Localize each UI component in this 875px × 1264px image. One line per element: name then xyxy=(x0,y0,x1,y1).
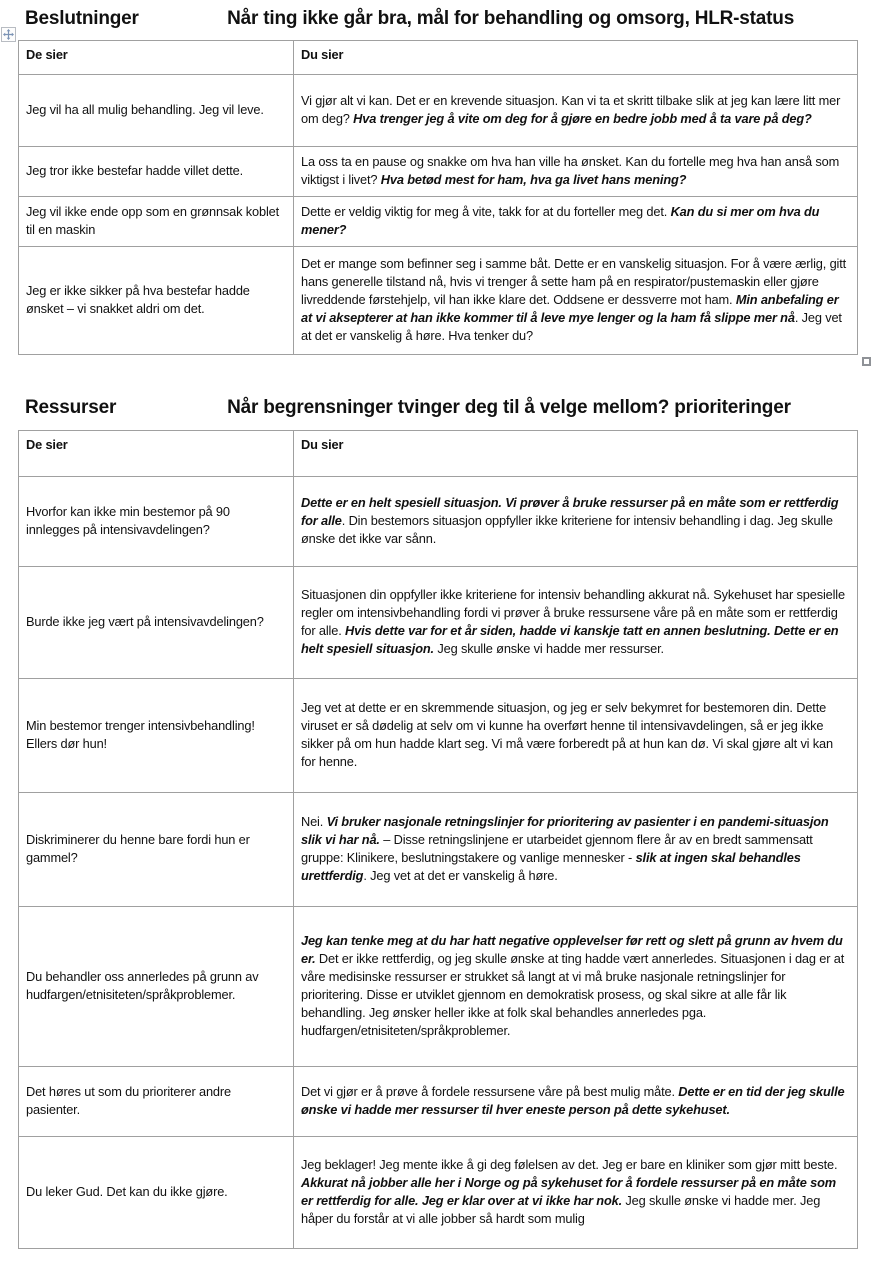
column-header-du-sier[interactable]: Du sier xyxy=(294,40,858,74)
section-title xyxy=(0,7,875,31)
table-row xyxy=(19,678,858,792)
you-say-emphasized-text: Hva betød mest for ham, hva ga livet hans mening? xyxy=(380,172,687,188)
they-say-cell[interactable]: Jeg vil ha all mulig behandling. Jeg vil leve. xyxy=(19,74,294,146)
you-say-text: . Din bestemors situasjon oppfyller ikke kriteriene for intensiv behandling i dag. Jeg skulle ønske det ikke var sånn. xyxy=(301,512,833,547)
you-say-text: Jeg skulle ønske vi hadde mer. Jeg håper du forstår at vi alle jobber så hardt som mulig xyxy=(301,1193,821,1227)
you-say-text: Jeg beklager! Jeg mente ikke å gi deg følelsen av det. Jeg er bare en kliniker som gjør mitt beste. xyxy=(301,1156,838,1172)
table-row xyxy=(19,146,858,196)
you-say-cell[interactable] xyxy=(294,196,858,246)
you-say-emphasized-text: Dette er en tid der jeg skulle ønske vi hadde mer ressurser til hver eneste person på dette sykehuset. xyxy=(301,1083,845,1117)
you-say-text: Det vi gjør er å prøve å fordele ressursene våre på best mulig måte. xyxy=(301,1083,679,1099)
they-say-cell[interactable]: Diskriminerer du henne bare fordi hun er gammel? xyxy=(19,792,294,906)
they-say-cell[interactable]: Min bestemor trenger intensivbehandling! Ellers dør hun! xyxy=(19,678,294,792)
you-say-text: . Jeg vet at det er vanskelig å høre. Hva tenker du? xyxy=(301,310,842,344)
they-say-cell[interactable]: Hvorfor kan ikke min bestemor på 90 innlegges på intensivavdelingen? xyxy=(19,476,294,566)
you-say-cell[interactable] xyxy=(294,906,858,1066)
you-say-text: – Disse retningslinjene er utarbeidet gjennom flere år av en bredt sammensatt gruppe: Klinikere, beslutningstakere og vanlige mennesker - xyxy=(301,831,813,865)
table-body xyxy=(19,476,858,1248)
you-say-emphasized-text: Hvis dette var for et år siden, hadde vi kanskje tatt en annen beslutning. Dette er en helt spesiell situasjon. xyxy=(301,623,839,657)
table-container xyxy=(18,430,858,1249)
you-say-emphasized-text: Vi bruker nasjonale retningslinjer for prioritering av pasienter i en pandemi-situasjon slik vi har nå. xyxy=(301,813,829,847)
you-say-emphasized-text: Min anbefaling er at vi aksepterer at han ikke kommer til å leve mye lenger og la ham få slippe mer nå xyxy=(301,292,839,326)
table-body xyxy=(19,74,858,354)
they-say-cell[interactable]: Du leker Gud. Det kan du ikke gjøre. xyxy=(19,1136,294,1248)
table-row xyxy=(19,792,858,906)
you-say-emphasized-text: Jeg kan tenke meg at du har hatt negative opplevelser før rett og slett på grunn av hvem du er. xyxy=(301,932,843,966)
they-say-cell[interactable]: Jeg er ikke sikker på hva bestefar hadde ønsket – vi snakket aldri om det. xyxy=(19,246,294,354)
they-say-cell[interactable]: Jeg tror ikke bestefar hadde villet dette. xyxy=(19,146,294,196)
you-say-text: . Jeg vet at det er vanskelig å høre. xyxy=(363,868,558,884)
section-title-keyword[interactable]: Beslutninger xyxy=(25,8,139,29)
you-say-text: Vi gjør alt vi kan. Det er en krevende situasjon. Kan vi ta et skritt tilbake slik at jeg kan lære litt mer om deg? xyxy=(301,93,841,127)
you-say-text: Nei. xyxy=(301,813,327,829)
you-say-text: Det er ikke rettferdig, og jeg skulle ønske at ting hadde vært annerledes. Situasjonen i dag er at våre medisinske ressurser er strukket så langt at vi må bruke nasjonale retningslinjer for prioritering. Disse er utviklet gjennom en demokratisk prosess, og skal sikre at alle får lik behandling. Jeg ønsker heller ikke at folk skal behandles annerledes pga. hudfargen/etnisiteten/språkproblemer. xyxy=(301,950,845,1039)
you-say-emphasized-text: Hva trenger jeg å vite om deg for å gjøre en bedre jobb med å ta vare på deg? xyxy=(353,111,812,127)
column-header-du-sier[interactable]: Du sier xyxy=(294,430,858,476)
table-row xyxy=(19,246,858,354)
they-say-cell[interactable]: Jeg vil ikke ende opp som en grønnsak koblet til en maskin xyxy=(19,196,294,246)
column-header-de-sier[interactable]: De sier xyxy=(19,40,294,74)
section-title-description[interactable]: Når begrensninger tvinger deg til å velge mellom? prioriteringer xyxy=(227,396,791,418)
you-say-cell[interactable] xyxy=(294,1066,858,1136)
conversation-table xyxy=(18,40,858,355)
they-say-cell[interactable]: Det høres ut som du prioriterer andre pasienter. xyxy=(19,1066,294,1136)
section-beslutninger xyxy=(0,7,875,355)
you-say-text: Jeg skulle ønske vi hadde mer ressurser. xyxy=(433,641,664,657)
they-say-cell[interactable]: Du behandler oss annerledes på grunn av hudfargen/etnisiteten/språkproblemer. xyxy=(19,906,294,1066)
you-say-cell[interactable] xyxy=(294,146,858,196)
you-say-emphasized-text: Kan du si mer om hva du mener? xyxy=(301,204,820,238)
table-row xyxy=(19,476,858,566)
you-say-text: Dette er veldig viktig for meg å vite, takk for at du forteller meg det. xyxy=(301,204,671,220)
section-title-keyword[interactable]: Ressurser xyxy=(25,396,117,418)
column-header-de-sier[interactable]: De sier xyxy=(19,430,294,476)
section-title xyxy=(0,396,875,420)
table-move-handle-icon[interactable] xyxy=(1,27,16,42)
table-row xyxy=(19,196,858,246)
you-say-emphasized-text: Dette er en helt spesiell situasjon. Vi prøver å bruke ressurser på en måte som er rettferdig for alle xyxy=(301,494,839,528)
table-container xyxy=(18,40,858,355)
table-resize-handle[interactable] xyxy=(862,357,871,366)
you-say-cell[interactable] xyxy=(294,476,858,566)
you-say-text: Jeg vet at dette er en skremmende situasjon, og jeg er selv bekymret for bestemoren din. Dette viruset er så dødelig at selv om vi kunne ha overført henne til intensivavdelingen, så er jeg ikke sikker på om hun hadde klart seg. Vi må være forberedt på at hun kan dø. Vi skal gjøre alt vi kan for henne. xyxy=(301,699,833,770)
you-say-cell[interactable] xyxy=(294,792,858,906)
you-say-emphasized-text: slik at ingen skal behandles urettferdig xyxy=(301,850,801,884)
section-ressurser xyxy=(0,396,875,1249)
you-say-text: La oss ta en pause og snakke om hva han ville ha ønsket. Kan du fortelle meg hva han anså som viktigst i livet? xyxy=(301,154,840,188)
move-cross-arrows-icon xyxy=(3,29,14,40)
table-row xyxy=(19,74,858,146)
header-row xyxy=(19,40,858,74)
table-row xyxy=(19,566,858,678)
table-row xyxy=(19,1136,858,1248)
table-row xyxy=(19,1066,858,1136)
they-say-cell[interactable]: Burde ikke jeg vært på intensivavdelingen? xyxy=(19,566,294,678)
section-title-description[interactable]: Når ting ikke går bra, mål for behandling og omsorg, HLR-status xyxy=(227,8,795,29)
you-say-cell[interactable] xyxy=(294,74,858,146)
header-row xyxy=(19,430,858,476)
conversation-table xyxy=(18,430,858,1249)
you-say-cell[interactable] xyxy=(294,1136,858,1248)
you-say-cell[interactable] xyxy=(294,678,858,792)
table-row xyxy=(19,906,858,1066)
you-say-emphasized-text: Akkurat nå jobber alle her i Norge og på sykehuset for å fordele ressurser på en måte som er rettferdig for alle. Jeg er klar over at vi ikke har nok. xyxy=(301,1174,836,1208)
you-say-cell[interactable] xyxy=(294,246,858,354)
you-say-cell[interactable] xyxy=(294,566,858,678)
you-say-text: Det er mange som befinner seg i samme båt. Dette er en vanskelig situasjon. For å være ærlig, gitt hans generelle tilstand nå, hvis vi trenger å sette ham på en respirator/pustemaskin eller gjøre livreddende førstehjelp, vil han ikke klare det. Oddsene er dessverre mot ham. xyxy=(301,255,847,308)
you-say-text: Situasjonen din oppfyller ikke kriteriene for intensiv behandling akkurat nå. Sykehuset har spesielle regler om intensivbehandling fordi vi prøver å bruke ressursene våre på en måte som er rettferdig for alle. xyxy=(301,586,845,638)
